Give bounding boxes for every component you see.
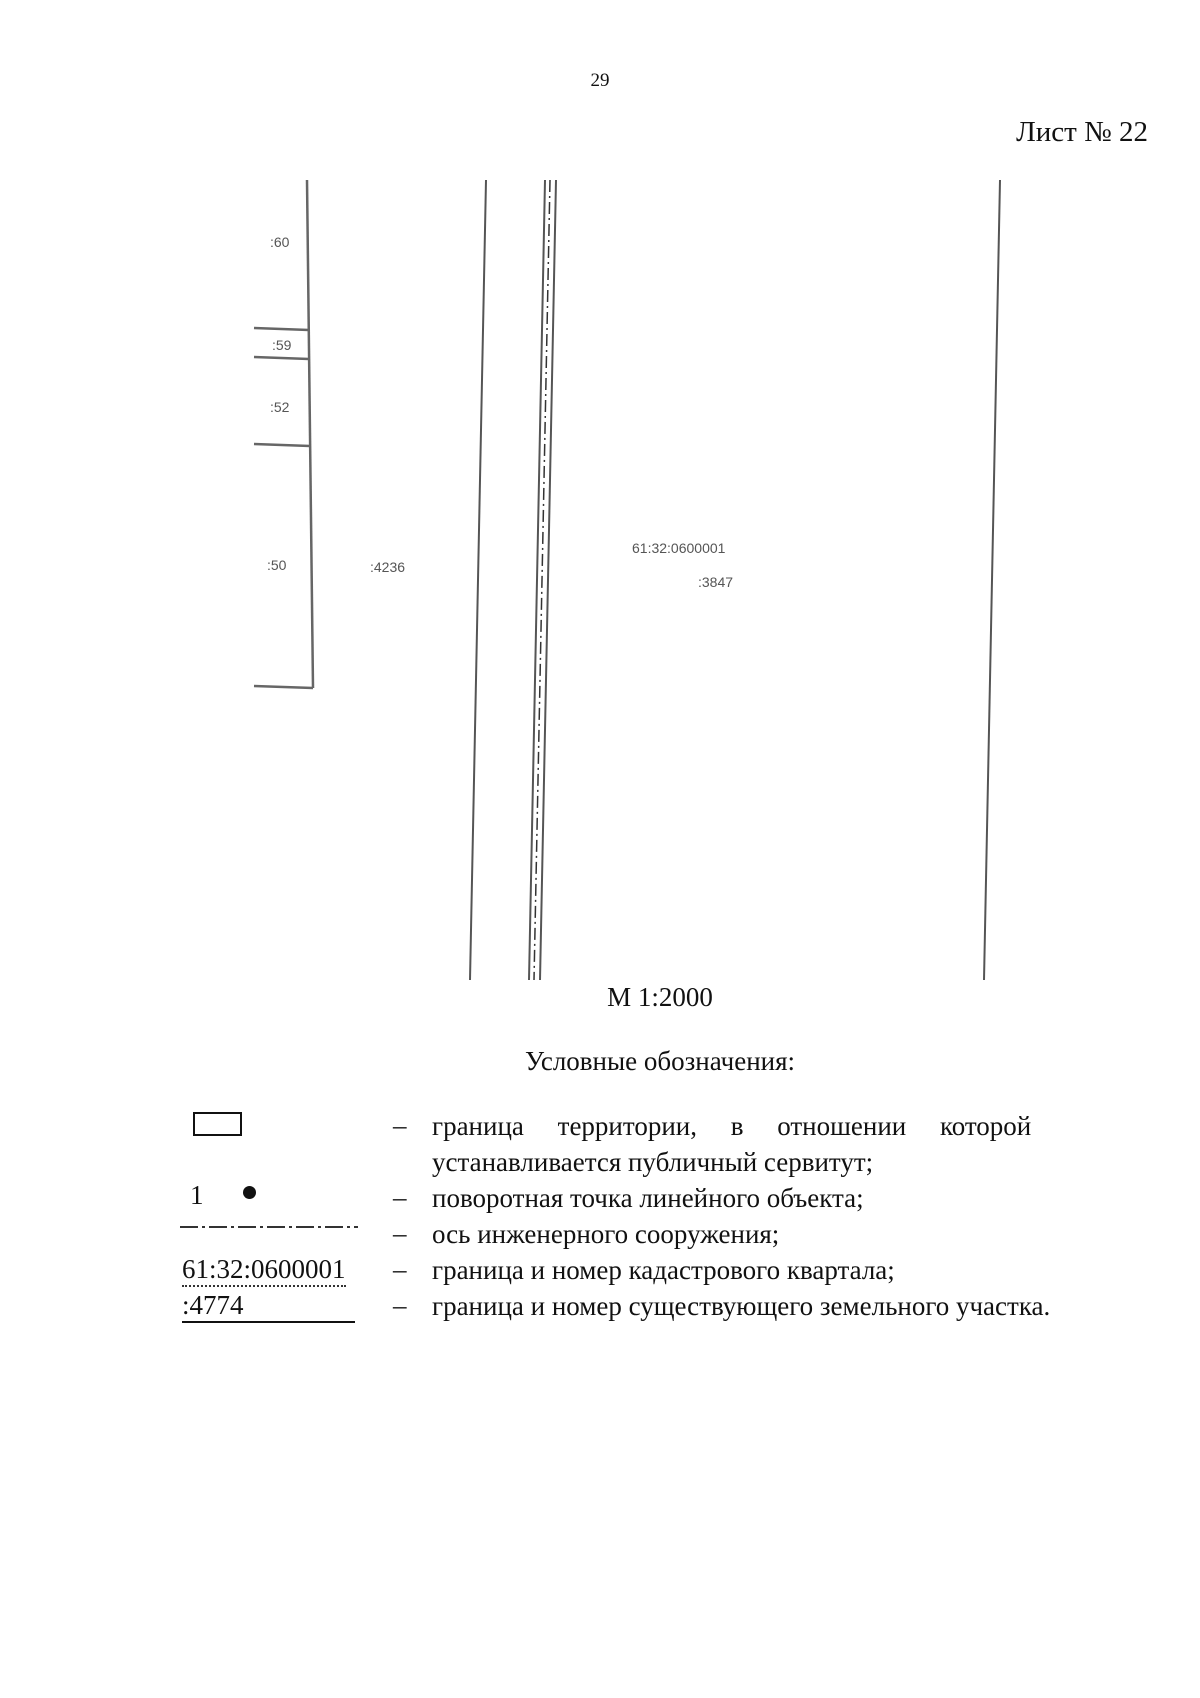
legend-dash: – xyxy=(393,1254,407,1284)
legend-text-turn-point: поворотная точка линейного объекта; xyxy=(432,1183,864,1213)
parcel-4236-boundary xyxy=(470,180,486,980)
legend-dash: – xyxy=(393,1218,407,1248)
legend-dash: – xyxy=(393,1110,407,1140)
rectangle-outline-icon xyxy=(193,1112,242,1136)
black-dot-icon xyxy=(243,1186,256,1199)
map-scale: М 1:2000 xyxy=(607,982,713,1012)
turn-point-number: 1 xyxy=(190,1180,204,1210)
map-label-quarter: 61:32:0600001 xyxy=(632,540,726,556)
legend-text-engineering-axis: ось инженерного сооружения; xyxy=(432,1219,780,1249)
legend-text-servitude-line1: граница территории, в отношении которой xyxy=(432,1111,1032,1141)
parcel-boundary-52-bottom xyxy=(254,444,310,446)
map-label-3847: :3847 xyxy=(698,574,734,590)
left-parcels xyxy=(254,180,313,688)
map-label-52: :52 xyxy=(270,399,290,415)
sheet-number: Лист № 22 xyxy=(1016,116,1148,148)
map-label-50: :50 xyxy=(267,557,287,573)
legend-text-land-parcel: граница и номер существующего земельного участка. xyxy=(432,1291,1051,1321)
legend-text-servitude-line2: устанавливается публичный сервитут; xyxy=(432,1147,874,1177)
parcel-boundary-left xyxy=(307,180,313,688)
map-label-60: :60 xyxy=(270,234,290,250)
parcel-boundary-59-top xyxy=(254,328,309,330)
map-label-59: :59 xyxy=(272,337,292,353)
parcel-boundary-59-bottom xyxy=(254,357,309,359)
cadastral-quarter-number: 61:32:0600001 xyxy=(182,1254,346,1287)
land-parcel-number: :4774 xyxy=(182,1290,355,1323)
servitude-territory-strip xyxy=(529,180,556,980)
page-number: 29 xyxy=(590,70,610,91)
legend-title: Условные обозначения: xyxy=(524,1046,796,1076)
legend-dash: – xyxy=(393,1182,407,1212)
parcel-boundary-50-bottom xyxy=(254,686,313,688)
map-label-4236: :4236 xyxy=(370,559,406,575)
legend-dash: – xyxy=(393,1290,407,1320)
dash-dot-line-icon xyxy=(180,1224,358,1230)
legend-text-cadastral-quarter: граница и номер кадастрового квартала; xyxy=(432,1255,895,1285)
parcel-3847-boundary xyxy=(984,180,1000,980)
